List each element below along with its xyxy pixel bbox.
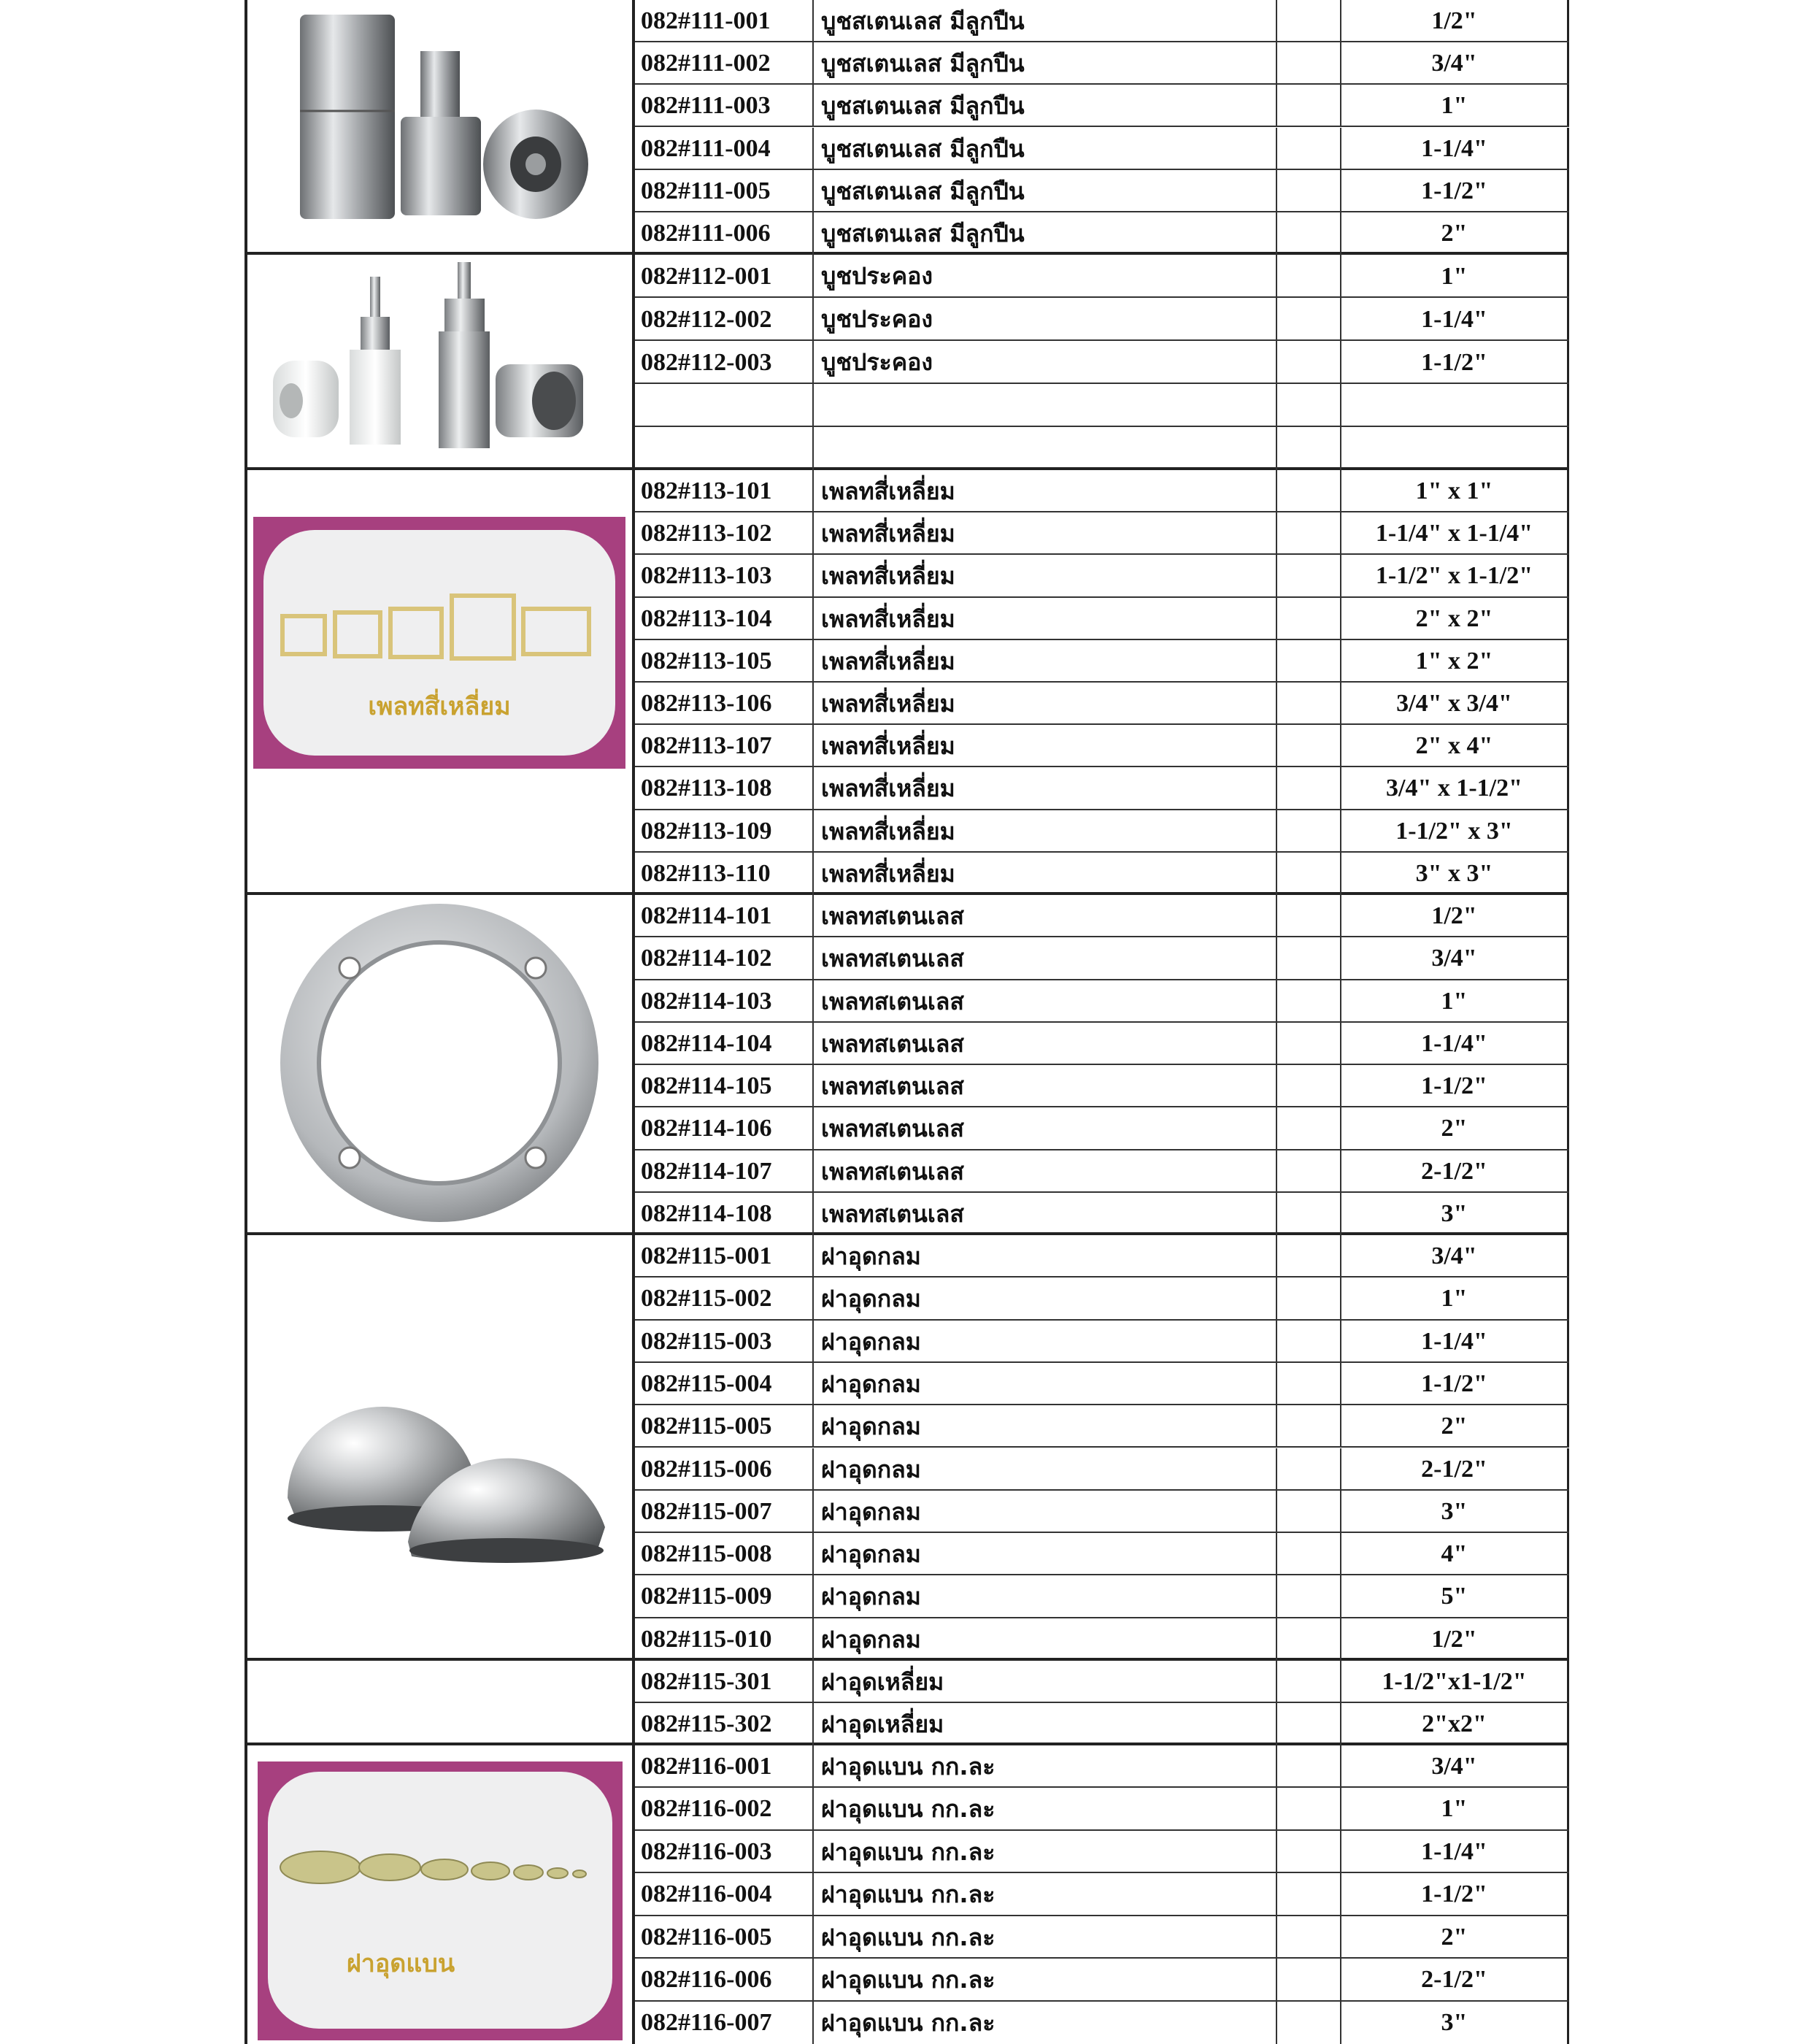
- product-size-cell: 3/4" x 1-1/2": [1341, 767, 1569, 808]
- product-size-cell: 4": [1341, 1533, 1569, 1574]
- stainless-bushing-photo: [244, 0, 635, 252]
- blank-cell: [1277, 895, 1341, 936]
- product-name-cell: ฝาอุดกลม: [814, 1321, 1277, 1361]
- blank-cell: [1277, 255, 1341, 296]
- product-code-cell: 082#112-001: [635, 255, 814, 296]
- product-code-cell: 082#111-006: [635, 212, 814, 255]
- product-size-cell: 1-1/4": [1341, 1023, 1569, 1064]
- product-size-cell: 1": [1341, 255, 1569, 296]
- product-size-cell: 3/4" x 3/4": [1341, 683, 1569, 723]
- product-size-cell: 1": [1341, 980, 1569, 1021]
- table-row: [635, 1916, 1569, 1959]
- blank-cell: [1277, 1533, 1341, 1574]
- product-code-cell: 082#116-002: [635, 1788, 814, 1829]
- product-size-cell: 3" x 3": [1341, 853, 1569, 895]
- product-name-cell: เพลทสี่เหลี่ยม: [814, 512, 1277, 553]
- table-row: [635, 1363, 1569, 1405]
- blank-cell: [1277, 212, 1341, 255]
- product-name-cell: เพลทสี่เหลี่ยม: [814, 767, 1277, 808]
- product-size-cell: 2" x 4": [1341, 725, 1569, 766]
- product-name-cell: เพลทสเตนเลส: [814, 1107, 1277, 1148]
- table-row: [635, 1321, 1569, 1363]
- table-row: [635, 937, 1569, 980]
- product-code-cell: 082#113-107: [635, 725, 814, 766]
- product-name-cell: เพลทสี่เหลี่ยม: [814, 853, 1277, 895]
- product-code-cell: 082#111-001: [635, 0, 814, 41]
- product-size-cell: [1341, 384, 1569, 426]
- product-size-cell: [1341, 427, 1569, 470]
- blank-cell: [1277, 2002, 1341, 2044]
- blank-cell: [1277, 1363, 1341, 1404]
- product-size-cell: 1/2": [1341, 0, 1569, 41]
- product-code-cell: 082#115-008: [635, 1533, 814, 1574]
- product-size-cell: 2"x2": [1341, 1703, 1569, 1745]
- product-group-115: [244, 1235, 1569, 1661]
- product-code-cell: 082#116-004: [635, 1873, 814, 1914]
- product-code-cell: 082#113-109: [635, 810, 814, 851]
- product-code-cell: 082#116-003: [635, 1831, 814, 1872]
- product-size-cell: 1-1/4" x 1-1/4": [1341, 512, 1569, 553]
- product-name-cell: เพลทสเตนเลส: [814, 1150, 1277, 1191]
- table-row: [635, 427, 1569, 470]
- product-name-cell: ฝาอุดกลม: [814, 1533, 1277, 1574]
- product-size-cell: 1-1/4": [1341, 298, 1569, 339]
- product-code-cell: 082#115-007: [635, 1491, 814, 1532]
- empty-photo-cell: [244, 1661, 635, 1743]
- product-name-cell: ฝาอุดกลม: [814, 1575, 1277, 1616]
- blank-cell: [1277, 1916, 1341, 1957]
- blank-cell: [1277, 1023, 1341, 1064]
- product-name-cell: ฝาอุดแบน กก.ละ: [814, 1788, 1277, 1829]
- table-row: [635, 980, 1569, 1023]
- product-code-cell: 082#114-108: [635, 1193, 814, 1235]
- product-code-cell: 082#113-110: [635, 853, 814, 895]
- table-row: [635, 1788, 1569, 1830]
- product-name-cell: บูชประคอง: [814, 341, 1277, 383]
- product-code-cell: 082#115-001: [635, 1235, 814, 1276]
- blank-cell: [1277, 42, 1341, 83]
- blank-cell: [1277, 1150, 1341, 1191]
- table-row: [635, 1193, 1569, 1235]
- blank-cell: [1277, 725, 1341, 766]
- product-name-cell: เพลทสี่เหลี่ยม: [814, 683, 1277, 723]
- dome-cap-photo: [244, 1235, 635, 1658]
- blank-cell: [1277, 1235, 1341, 1276]
- product-code-cell: 082#113-104: [635, 598, 814, 639]
- table-row: [635, 1959, 1569, 2001]
- product-size-cell: 2-1/2": [1341, 1448, 1569, 1489]
- fitting-bushing-image: [247, 255, 632, 467]
- table-row: [635, 1873, 1569, 1916]
- table-row: [635, 1618, 1569, 1661]
- table-row: [635, 1575, 1569, 1618]
- product-name-cell: บูชสเตนเลส มีลูกปืน: [814, 0, 1277, 41]
- table-row: [635, 341, 1569, 384]
- blank-cell: [1277, 0, 1341, 41]
- product-size-cell: 5": [1341, 1575, 1569, 1616]
- product-name-cell: ฝาอุดแบน กก.ละ: [814, 2002, 1277, 2044]
- blank-cell: [1277, 1873, 1341, 1914]
- product-code-cell: 082#114-106: [635, 1107, 814, 1148]
- product-name-cell: ฝาอุดกลม: [814, 1235, 1277, 1276]
- product-code-cell: 082#115-301: [635, 1661, 814, 1702]
- product-code-cell: 082#113-101: [635, 470, 814, 511]
- blank-cell: [1277, 1745, 1341, 1786]
- product-name-cell: เพลทสเตนเลส: [814, 980, 1277, 1021]
- flat-cap-photo: [244, 1745, 635, 2044]
- table-row: [635, 1065, 1569, 1107]
- product-size-cell: 3/4": [1341, 937, 1569, 978]
- dome-cap-image: [247, 1235, 632, 1658]
- table-row: [635, 212, 1569, 255]
- table-row: [635, 725, 1569, 767]
- table-row: [635, 1107, 1569, 1150]
- table-row: [635, 555, 1569, 597]
- table-row: [635, 1533, 1569, 1575]
- product-code-cell: 082#115-003: [635, 1321, 814, 1361]
- product-name-cell: ฝาอุดแบน กก.ละ: [814, 1873, 1277, 1914]
- stainless-ring-plate-photo: [244, 895, 635, 1232]
- product-name-cell: ฝาอุดแบน กก.ละ: [814, 1745, 1277, 1786]
- product-name-cell: เพลทสี่เหลี่ยม: [814, 598, 1277, 639]
- table-row: [635, 1405, 1569, 1448]
- table-row: [635, 0, 1569, 42]
- product-size-cell: 3/4": [1341, 1745, 1569, 1786]
- product-size-cell: 1/2": [1341, 895, 1569, 936]
- product-code-cell: 082#115-004: [635, 1363, 814, 1404]
- product-code-cell: 082#114-107: [635, 1150, 814, 1191]
- product-code-cell: 082#114-102: [635, 937, 814, 978]
- table-row: [635, 853, 1569, 895]
- product-name-cell: บูชสเตนเลส มีลูกปืน: [814, 128, 1277, 169]
- product-code-cell: 082#114-103: [635, 980, 814, 1021]
- product-code-cell: 082#113-108: [635, 767, 814, 808]
- product-name-cell: บูชสเตนเลส มีลูกปืน: [814, 85, 1277, 126]
- product-code-cell: 082#111-003: [635, 85, 814, 126]
- product-code-cell: 082#111-002: [635, 42, 814, 83]
- blank-cell: [1277, 1491, 1341, 1532]
- product-code-cell: 082#115-006: [635, 1448, 814, 1489]
- product-code-cell: 082#113-105: [635, 640, 814, 681]
- blank-cell: [1277, 640, 1341, 681]
- product-code-cell: 082#116-005: [635, 1916, 814, 1957]
- product-name-cell: บูชสเตนเลส มีลูกปืน: [814, 170, 1277, 211]
- product-name-cell: ฝาอุดแบน กก.ละ: [814, 1916, 1277, 1957]
- product-size-cell: 3/4": [1341, 1235, 1569, 1276]
- table-row: [635, 1703, 1569, 1745]
- product-code-cell: 082#115-002: [635, 1278, 814, 1318]
- table-row: [635, 640, 1569, 683]
- product-size-cell: 2": [1341, 1405, 1569, 1446]
- product-name-cell: เพลทสเตนเลส: [814, 937, 1277, 978]
- blank-cell: [1277, 767, 1341, 808]
- product-size-cell: 1-1/2": [1341, 1065, 1569, 1106]
- product-code-cell: 082#111-004: [635, 128, 814, 169]
- table-row: [635, 470, 1569, 512]
- product-size-cell: 2": [1341, 212, 1569, 255]
- product-code-cell: [635, 427, 814, 470]
- blank-cell: [1277, 1959, 1341, 1999]
- table-row: [635, 895, 1569, 937]
- product-size-cell: 1-1/4": [1341, 128, 1569, 169]
- product-code-cell: 082#113-102: [635, 512, 814, 553]
- product-name-cell: ฝาอุดกลม: [814, 1618, 1277, 1661]
- table-row: [635, 1023, 1569, 1065]
- blank-cell: [1277, 384, 1341, 426]
- product-code-cell: 082#116-007: [635, 2002, 814, 2044]
- product-group-115-square: [244, 1661, 1569, 1745]
- table-row: [635, 810, 1569, 853]
- product-size-cell: 1-1/4": [1341, 1831, 1569, 1872]
- product-code-cell: 082#114-104: [635, 1023, 814, 1064]
- product-size-cell: 1": [1341, 1278, 1569, 1318]
- product-name-cell: เพลทสเตนเลส: [814, 1023, 1277, 1064]
- square-plate-caption: เพลทสี่เหลี่ยม: [368, 692, 511, 721]
- product-size-cell: 3": [1341, 1193, 1569, 1235]
- blank-cell: [1277, 1065, 1341, 1106]
- product-name-cell: บูชสเตนเลส มีลูกปืน: [814, 42, 1277, 83]
- table-row: [635, 255, 1569, 298]
- table-row: [635, 128, 1569, 170]
- product-code-cell: 082#115-010: [635, 1618, 814, 1661]
- product-size-cell: 1/2": [1341, 1618, 1569, 1661]
- product-code-cell: 082#114-105: [635, 1065, 814, 1106]
- blank-cell: [1277, 470, 1341, 511]
- table-row: [635, 1150, 1569, 1193]
- product-size-cell: 3": [1341, 1491, 1569, 1532]
- table-row: [635, 683, 1569, 725]
- blank-cell: [1277, 1448, 1341, 1489]
- product-size-cell: 1-1/2": [1341, 1873, 1569, 1914]
- product-name-cell: ฝาอุดกลม: [814, 1491, 1277, 1532]
- product-code-cell: 082#115-005: [635, 1405, 814, 1446]
- product-name-cell: ฝาอุดเหลี่ยม: [814, 1703, 1277, 1745]
- product-code-cell: 082#115-009: [635, 1575, 814, 1616]
- table-row: [635, 42, 1569, 85]
- product-size-cell: 2-1/2": [1341, 1150, 1569, 1191]
- blank-cell: [1277, 1831, 1341, 1872]
- product-size-cell: 3": [1341, 2002, 1569, 2044]
- square-plate-photo: [244, 470, 635, 892]
- table-row: [635, 512, 1569, 555]
- table-row: [635, 2002, 1569, 2044]
- product-group-112: [244, 255, 1569, 470]
- product-name-cell: เพลทสี่เหลี่ยม: [814, 640, 1277, 681]
- blank-cell: [1277, 128, 1341, 169]
- product-name-cell: บูชประคอง: [814, 298, 1277, 339]
- blank-cell: [1277, 980, 1341, 1021]
- blank-cell: [1277, 341, 1341, 383]
- square-plate-image: [247, 470, 632, 892]
- product-size-cell: 1-1/2": [1341, 341, 1569, 383]
- flat-cap-caption: ฝาอุดแบน: [346, 1949, 455, 1978]
- flat-cap-image: [247, 1745, 632, 2044]
- blank-cell: [1277, 1278, 1341, 1318]
- product-name-cell: บูชประคอง: [814, 255, 1277, 296]
- product-name-cell: เพลทสี่เหลี่ยม: [814, 470, 1277, 511]
- fitting-bushing-photo: [244, 255, 635, 467]
- product-size-cell: 2" x 2": [1341, 598, 1569, 639]
- product-size-cell: 1-1/2": [1341, 170, 1569, 211]
- blank-cell: [1277, 810, 1341, 851]
- table-row: [635, 170, 1569, 212]
- table-row: [635, 1831, 1569, 1873]
- product-name-cell: เพลทสี่เหลี่ยม: [814, 555, 1277, 596]
- product-size-cell: 2-1/2": [1341, 1959, 1569, 1999]
- product-code-cell: 082#111-005: [635, 170, 814, 211]
- blank-cell: [1277, 85, 1341, 126]
- table-row: [635, 1491, 1569, 1533]
- product-name-cell: [814, 427, 1277, 470]
- product-name-cell: ฝาอุดกลม: [814, 1278, 1277, 1318]
- table-row: [635, 598, 1569, 640]
- blank-cell: [1277, 1788, 1341, 1829]
- blank-cell: [1277, 512, 1341, 553]
- table-row: [635, 1661, 1569, 1703]
- product-size-cell: 1-1/2"x1-1/2": [1341, 1661, 1569, 1702]
- blank-cell: [1277, 427, 1341, 470]
- product-size-cell: 1-1/2" x 3": [1341, 810, 1569, 851]
- product-name-cell: ฝาอุดเหลี่ยม: [814, 1661, 1277, 1702]
- product-code-cell: 082#114-101: [635, 895, 814, 936]
- product-name-cell: เพลทสเตนเลส: [814, 1065, 1277, 1106]
- product-size-cell: 1-1/2" x 1-1/2": [1341, 555, 1569, 596]
- table-row: [635, 85, 1569, 127]
- product-size-cell: 1": [1341, 85, 1569, 126]
- product-name-cell: เพลทสี่เหลี่ยม: [814, 810, 1277, 851]
- ring-plate-image: [247, 895, 632, 1232]
- product-code-cell: 082#113-106: [635, 683, 814, 723]
- catalog-sheet: [244, 0, 1569, 2044]
- table-row: [635, 1278, 1569, 1320]
- product-size-cell: 3/4": [1341, 42, 1569, 83]
- blank-cell: [1277, 1575, 1341, 1616]
- blank-cell: [1277, 598, 1341, 639]
- product-name-cell: ฝาอุดแบน กก.ละ: [814, 1831, 1277, 1872]
- product-name-cell: [814, 384, 1277, 426]
- product-code-cell: 082#113-103: [635, 555, 814, 596]
- product-name-cell: เพลทสเตนเลส: [814, 1193, 1277, 1235]
- blank-cell: [1277, 937, 1341, 978]
- product-name-cell: ฝาอุดกลม: [814, 1448, 1277, 1489]
- product-name-cell: ฝาอุดแบน กก.ละ: [814, 1959, 1277, 1999]
- stainless-bushing-image: [247, 0, 632, 252]
- table-row: [635, 384, 1569, 427]
- blank-cell: [1277, 1618, 1341, 1661]
- product-size-cell: 2": [1341, 1916, 1569, 1957]
- blank-cell: [1277, 1321, 1341, 1361]
- product-code-cell: 082#116-001: [635, 1745, 814, 1786]
- product-name-cell: บูชสเตนเลส มีลูกปืน: [814, 212, 1277, 255]
- product-group-111: [244, 0, 1569, 255]
- table-row: [635, 1235, 1569, 1278]
- blank-cell: [1277, 683, 1341, 723]
- blank-cell: [1277, 1107, 1341, 1148]
- product-size-cell: 1-1/2": [1341, 1363, 1569, 1404]
- product-group-114: [244, 895, 1569, 1235]
- blank-cell: [1277, 555, 1341, 596]
- product-code-cell: 082#112-003: [635, 341, 814, 383]
- product-name-cell: ฝาอุดกลม: [814, 1363, 1277, 1404]
- product-name-cell: เพลทสี่เหลี่ยม: [814, 725, 1277, 766]
- product-group-113: [244, 470, 1569, 895]
- product-size-cell: 1-1/4": [1341, 1321, 1569, 1361]
- product-code-cell: 082#115-302: [635, 1703, 814, 1745]
- product-code-cell: 082#116-006: [635, 1959, 814, 1999]
- table-row: [635, 767, 1569, 810]
- product-code-cell: [635, 384, 814, 426]
- product-size-cell: 2": [1341, 1107, 1569, 1148]
- product-name-cell: เพลทสเตนเลส: [814, 895, 1277, 936]
- product-size-cell: 1" x 1": [1341, 470, 1569, 511]
- blank-cell: [1277, 853, 1341, 895]
- product-code-cell: 082#112-002: [635, 298, 814, 339]
- blank-cell: [1277, 1405, 1341, 1446]
- product-size-cell: 1": [1341, 1788, 1569, 1829]
- product-name-cell: ฝาอุดกลม: [814, 1405, 1277, 1446]
- blank-cell: [1277, 1193, 1341, 1235]
- table-row: [635, 1448, 1569, 1491]
- table-row: [635, 1745, 1569, 1788]
- product-group-116: [244, 1745, 1569, 2044]
- table-row: [635, 298, 1569, 341]
- blank-cell: [1277, 1703, 1341, 1745]
- product-size-cell: 1" x 2": [1341, 640, 1569, 681]
- blank-cell: [1277, 298, 1341, 339]
- blank-cell: [1277, 1661, 1341, 1702]
- blank-cell: [1277, 170, 1341, 211]
